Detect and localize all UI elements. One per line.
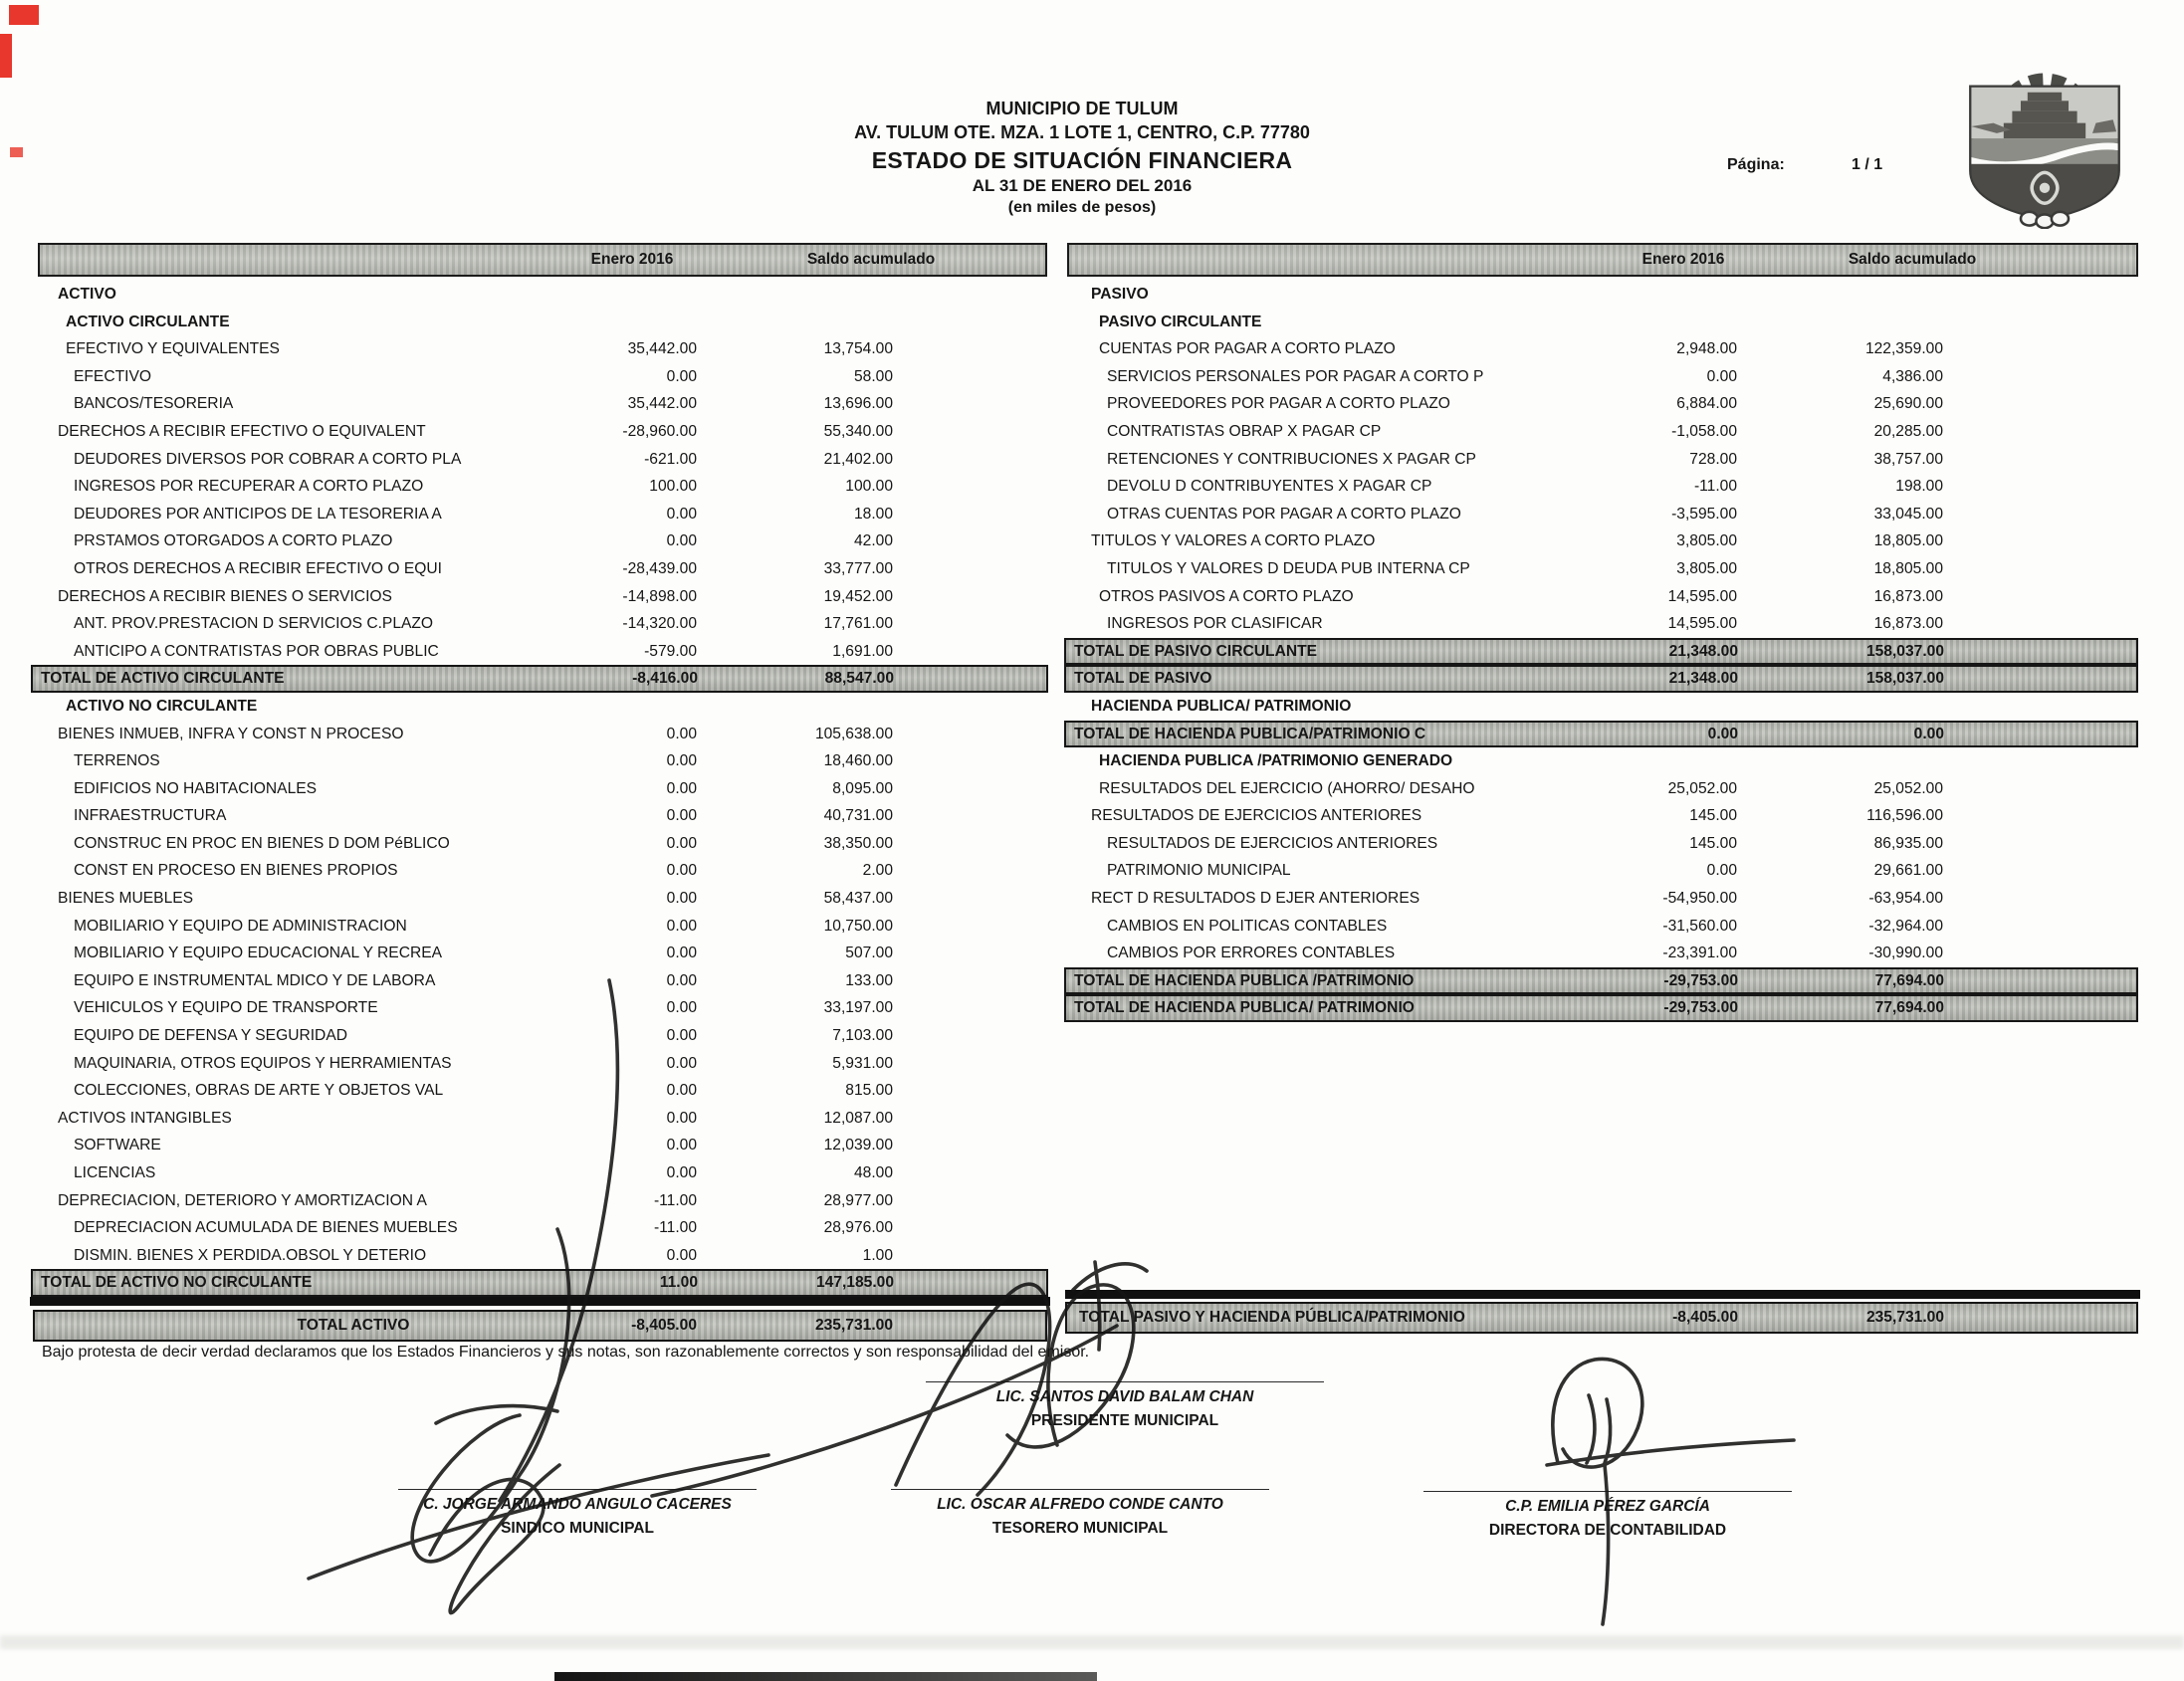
row-enero-value: -14,898.00 — [622, 587, 697, 605]
row-enero-value: -579.00 — [644, 642, 697, 660]
row-saldo-value: 116,596.00 — [1866, 807, 1943, 825]
row-enero-value: 0.00 — [666, 1109, 697, 1127]
table-row — [40, 1105, 1045, 1133]
row-saldo-value: 38,757.00 — [1873, 450, 1943, 468]
row-saldo-value: 0.00 — [1913, 725, 1944, 742]
row-enero-value: -28,439.00 — [622, 559, 697, 577]
row-enero-value: -54,950.00 — [1662, 890, 1737, 908]
table-row — [1064, 638, 2138, 666]
row-label: CAMBIOS EN POLITICAS CONTABLES — [1107, 917, 1388, 935]
row-label: RESULTADOS DEL EJERCICIO (AHORRO/ DESAHO — [1099, 779, 1475, 797]
table-row — [1073, 363, 2135, 391]
row-saldo-value: 19,452.00 — [823, 587, 893, 605]
row-saldo-value: 29,661.00 — [1873, 862, 1943, 880]
table-row — [40, 555, 1045, 583]
signature-block-tesorero — [891, 1489, 1269, 1541]
table-row — [40, 1187, 1045, 1215]
row-label: MOBILIARIO Y EQUIPO DE ADMINISTRACION — [74, 917, 407, 935]
row-label: TOTAL DE ACTIVO NO CIRCULANTE — [41, 1274, 313, 1292]
table-row — [40, 885, 1045, 913]
row-saldo-value: 13,754.00 — [823, 340, 893, 358]
row-saldo-value: -63,954.00 — [1868, 890, 1943, 908]
row-label: DISMIN. BIENES X PERDIDA.OBSOL Y DETERIO — [74, 1246, 427, 1264]
row-label: CONTRATISTAS OBRAP X PAGAR CP — [1107, 422, 1382, 440]
row-label: CONST EN PROCESO EN BIENES PROPIOS — [74, 862, 398, 880]
table-row — [40, 1242, 1045, 1270]
table-row — [40, 281, 1045, 309]
row-saldo-value: 12,039.00 — [823, 1137, 893, 1155]
signature-line — [1423, 1491, 1792, 1492]
row-label: PASIVO — [1091, 286, 1149, 303]
row-saldo-value: 55,340.00 — [823, 422, 893, 440]
row-saldo-value: 33,777.00 — [823, 559, 893, 577]
total-pasivo-patrimonio-bar — [1065, 1302, 2138, 1334]
row-enero-value: 0.00 — [666, 1054, 697, 1072]
row-label: INGRESOS POR RECUPERAR A CORTO PLAZO — [74, 478, 424, 496]
row-label: EQUIPO DE DEFENSA Y SEGURIDAD — [74, 1027, 347, 1045]
row-saldo-value: 13,696.00 — [823, 395, 893, 413]
row-saldo-value: 77,694.00 — [1874, 971, 1944, 989]
total-activo-bar — [33, 1310, 1047, 1342]
row-label: CONSTRUC EN PROC EN BIENES D DOM PéBLICO — [74, 834, 450, 852]
row-label: TERRENOS — [74, 752, 160, 770]
pasivo-table — [1073, 281, 2135, 1022]
row-saldo-value: 28,977.00 — [823, 1191, 893, 1209]
row-saldo-value: 25,690.00 — [1873, 395, 1943, 413]
row-enero-value: 0.00 — [666, 834, 697, 852]
row-saldo-value: 122,359.00 — [1864, 340, 1943, 358]
row-saldo-value: 16,873.00 — [1873, 587, 1943, 605]
row-enero-value: 0.00 — [666, 779, 697, 797]
table-row — [1064, 994, 2138, 1022]
row-saldo-value: 18,805.00 — [1873, 532, 1943, 550]
table-row — [40, 638, 1045, 666]
row-saldo-value: 147,185.00 — [815, 1274, 894, 1292]
row-saldo-value: 38,350.00 — [823, 834, 893, 852]
entity-address: AV. TULUM OTE. MZA. 1 LOTE 1, CENTRO, C.P. 77780 — [854, 121, 1310, 142]
row-enero-value: -28,960.00 — [622, 422, 697, 440]
red-scan-artifact — [0, 34, 12, 78]
row-label: PASIVO CIRCULANTE — [1099, 313, 1262, 330]
table-row — [40, 583, 1045, 611]
row-label: ACTIVO CIRCULANTE — [66, 313, 230, 330]
row-enero-value: 14,595.00 — [1667, 615, 1737, 633]
row-label: COLECCIONES, OBRAS DE ARTE Y OBJETOS VAL — [74, 1082, 444, 1100]
row-enero-value: 0.00 — [666, 1164, 697, 1181]
table-row — [1073, 885, 2135, 913]
row-enero-value: -1,058.00 — [1671, 422, 1737, 440]
units-note: (en miles de pesos) — [1007, 199, 1157, 217]
row-label: CUENTAS POR PAGAR A CORTO PLAZO — [1099, 340, 1396, 358]
row-label: OTRAS CUENTAS POR PAGAR A CORTO PLAZO — [1107, 505, 1461, 523]
row-label: ACTIVO — [58, 286, 116, 303]
table-row — [1073, 446, 2135, 474]
row-enero-value: -11.00 — [653, 1219, 697, 1237]
table-row — [1073, 693, 2135, 721]
column-header-enero: Enero 2016 — [1641, 251, 1725, 268]
row-enero-value: -29,753.00 — [1663, 971, 1738, 989]
table-row — [40, 802, 1045, 830]
table-row — [40, 913, 1045, 941]
row-enero-value: 0.00 — [666, 890, 697, 908]
table-row — [40, 994, 1045, 1022]
page-label: Página: — [1727, 156, 1785, 173]
total-pasivo-patrimonio-enero: -8,405.00 — [1672, 1309, 1738, 1326]
row-label: DERECHOS A RECIBIR BIENES O SERVICIOS — [58, 587, 392, 605]
row-saldo-value: 198.00 — [1895, 478, 1943, 496]
row-saldo-value: -30,990.00 — [1868, 945, 1943, 962]
row-enero-value: -29,753.00 — [1663, 999, 1738, 1017]
column-header-saldo: Saldo acumulado — [1848, 251, 1977, 268]
table-row — [40, 1050, 1045, 1078]
column-header-enero: Enero 2016 — [590, 251, 674, 268]
row-saldo-value: 158,037.00 — [1865, 670, 1944, 688]
row-enero-value: 6,884.00 — [1676, 395, 1737, 413]
document-title: ESTADO DE SITUACIÓN FINANCIERA — [871, 146, 1293, 173]
left-table-header-bar — [38, 243, 1047, 277]
row-label: PROVEEDORES POR PAGAR A CORTO PLAZO — [1107, 395, 1450, 413]
row-saldo-value: 5,931.00 — [832, 1054, 893, 1072]
row-saldo-value: 18.00 — [853, 505, 893, 523]
row-saldo-value: 7,103.00 — [832, 1027, 893, 1045]
row-label: PRSTAMOS OTORGADOS A CORTO PLAZO — [74, 532, 393, 550]
table-row — [1064, 967, 2138, 995]
row-saldo-value: 21,402.00 — [823, 450, 893, 468]
total-separator-line — [1065, 1290, 2140, 1299]
row-enero-value: 0.00 — [666, 1027, 697, 1045]
table-row — [1073, 775, 2135, 803]
row-label: TOTAL DE HACIENDA PUBLICA /PATRIMONIO — [1074, 971, 1415, 989]
row-saldo-value: 507.00 — [845, 945, 893, 962]
total-activo-label: TOTAL ACTIVO — [297, 1317, 410, 1334]
row-enero-value: 0.00 — [666, 367, 697, 385]
table-row — [1073, 610, 2135, 638]
row-label: OTROS DERECHOS A RECIBIR EFECTIVO O EQUI — [74, 559, 442, 577]
row-label: DEVOLU D CONTRIBUYENTES X PAGAR CP — [1107, 478, 1432, 496]
row-saldo-value: 17,761.00 — [823, 615, 893, 633]
table-row — [1073, 940, 2135, 967]
scan-black-bar — [554, 1672, 1097, 1681]
table-row — [40, 1159, 1045, 1187]
row-label: MOBILIARIO Y EQUIPO EDUCACIONAL Y RECREA — [74, 945, 443, 962]
page-value: 1 / 1 — [1852, 156, 1883, 173]
signer-role: DIRECTORA DE CONTABILIDAD — [1488, 1522, 1727, 1540]
table-row — [40, 830, 1045, 858]
table-row — [1073, 857, 2135, 885]
row-saldo-value: 8,095.00 — [832, 779, 893, 797]
row-label: PATRIMONIO MUNICIPAL — [1107, 862, 1291, 880]
row-label: CAMBIOS POR ERRORES CONTABLES — [1107, 945, 1396, 962]
red-scan-artifact — [10, 147, 23, 157]
table-row — [40, 610, 1045, 638]
row-label: MAQUINARIA, OTROS EQUIPOS Y HERRAMIENTAS — [74, 1054, 452, 1072]
table-row — [40, 309, 1045, 336]
row-saldo-value: 12,087.00 — [823, 1109, 893, 1127]
row-enero-value: 21,348.00 — [1668, 670, 1738, 688]
table-row — [40, 1077, 1045, 1105]
table-row — [40, 527, 1045, 555]
signer-role: PRESIDENTE MUNICIPAL — [1030, 1412, 1219, 1430]
row-label: RESULTADOS DE EJERCICIOS ANTERIORES — [1107, 834, 1438, 852]
row-enero-value: 0.00 — [666, 1137, 697, 1155]
row-enero-value: 3,805.00 — [1676, 532, 1737, 550]
row-enero-value: -8,416.00 — [632, 670, 698, 688]
document-date: AL 31 DE ENERO DEL 2016 — [972, 175, 1193, 195]
table-row — [1073, 473, 2135, 501]
signer-name: C. JORGE ARMANDO ANGULO CACERES — [423, 1496, 732, 1513]
row-enero-value: 11.00 — [659, 1274, 698, 1292]
total-pasivo-patrimonio-saldo: 235,731.00 — [1865, 1309, 1944, 1326]
table-row — [40, 1022, 1045, 1050]
row-saldo-value: 4,386.00 — [1882, 367, 1943, 385]
table-row — [40, 857, 1045, 885]
row-enero-value: 21,348.00 — [1668, 642, 1738, 660]
document-header — [485, 98, 1679, 218]
row-enero-value: 100.00 — [649, 478, 697, 496]
row-saldo-value: 86,935.00 — [1873, 834, 1943, 852]
row-saldo-value: 42.00 — [853, 532, 893, 550]
table-row — [31, 665, 1048, 693]
row-saldo-value: 18,460.00 — [823, 752, 893, 770]
table-row — [40, 775, 1045, 803]
activo-table — [40, 281, 1045, 1297]
signature-line — [891, 1489, 1269, 1490]
signature-line — [926, 1381, 1324, 1382]
table-row — [1073, 802, 2135, 830]
row-label: INFRAESTRUCTURA — [74, 807, 227, 825]
table-row — [31, 1269, 1048, 1297]
row-label: SOFTWARE — [74, 1137, 161, 1155]
column-header-saldo: Saldo acumulado — [806, 251, 936, 268]
row-enero-value: 0.00 — [666, 505, 697, 523]
row-label: ANT. PROV.PRESTACION D SERVICIOS C.PLAZO — [74, 615, 434, 633]
row-saldo-value: 48.00 — [853, 1164, 893, 1181]
row-enero-value: 0.00 — [1706, 367, 1737, 385]
signer-name: LIC. OSCAR ALFREDO CONDE CANTO — [937, 1496, 1223, 1513]
row-saldo-value: 28,976.00 — [823, 1219, 893, 1237]
row-saldo-value: 16,873.00 — [1873, 615, 1943, 633]
red-scan-artifact — [9, 5, 39, 25]
table-row — [1073, 309, 2135, 336]
table-row — [1073, 390, 2135, 418]
table-row — [1073, 418, 2135, 446]
table-row — [1073, 830, 2135, 858]
row-label: SERVICIOS PERSONALES POR PAGAR A CORTO P — [1107, 367, 1484, 385]
row-label: VEHICULOS Y EQUIPO DE TRANSPORTE — [74, 999, 378, 1017]
row-enero-value: -14,320.00 — [622, 615, 697, 633]
row-enero-value: 0.00 — [666, 725, 697, 742]
row-enero-value: 0.00 — [1706, 862, 1737, 880]
table-row — [1073, 913, 2135, 941]
table-row — [1073, 335, 2135, 363]
signer-role: SINDICO MUNICIPAL — [501, 1520, 654, 1538]
row-label: TOTAL DE PASIVO CIRCULANTE — [1074, 642, 1318, 660]
table-row — [1064, 665, 2138, 693]
declaration-text: Bajo protesta de decir verdad declaramos que los Estados Financieros y sus notas, son razonablemente correctos y son responsabilidad del emisor. — [42, 1344, 1090, 1361]
row-enero-value: -621.00 — [644, 450, 697, 468]
page-number — [1727, 156, 1883, 174]
row-enero-value: 0.00 — [666, 1246, 697, 1264]
table-row — [1073, 501, 2135, 528]
row-label: HACIENDA PUBLICA /PATRIMONIO GENERADO — [1099, 752, 1453, 770]
table-row — [1073, 747, 2135, 775]
row-saldo-value: -32,964.00 — [1868, 917, 1943, 935]
row-enero-value: -31,560.00 — [1662, 917, 1737, 935]
row-label: TITULOS Y VALORES A CORTO PLAZO — [1091, 532, 1376, 550]
row-label: EFECTIVO — [74, 367, 151, 385]
row-label: EFECTIVO Y EQUIVALENTES — [66, 340, 280, 358]
row-enero-value: 0.00 — [666, 945, 697, 962]
row-enero-value: 2,948.00 — [1676, 340, 1737, 358]
row-enero-value: 14,595.00 — [1667, 587, 1737, 605]
table-row — [40, 693, 1045, 721]
municipal-crest-logo — [1959, 55, 2130, 229]
row-saldo-value: 77,694.00 — [1874, 999, 1944, 1017]
total-separator-line — [30, 1297, 1050, 1306]
table-row — [40, 390, 1045, 418]
row-saldo-value: 2.00 — [862, 862, 893, 880]
row-saldo-value: 40,731.00 — [823, 807, 893, 825]
table-row — [40, 335, 1045, 363]
row-saldo-value: 18,805.00 — [1873, 559, 1943, 577]
signature-block-president — [926, 1381, 1324, 1433]
row-saldo-value: 58,437.00 — [823, 890, 893, 908]
table-row — [40, 967, 1045, 995]
row-enero-value: -11.00 — [1693, 478, 1737, 496]
row-label: LICENCIAS — [74, 1164, 156, 1181]
table-row — [40, 721, 1045, 748]
total-activo-saldo: 235,731.00 — [814, 1317, 893, 1334]
right-table-header-bar — [1067, 243, 2138, 277]
row-saldo-value: 88,547.00 — [824, 670, 894, 688]
signer-name: LIC. SANTOS DAVID BALAM CHAN — [995, 1388, 1254, 1405]
row-saldo-value: 58.00 — [853, 367, 893, 385]
row-enero-value: 3,805.00 — [1676, 559, 1737, 577]
table-row — [40, 1132, 1045, 1159]
row-label: DERECHOS A RECIBIR EFECTIVO O EQUIVALENT — [58, 422, 426, 440]
row-saldo-value: 158,037.00 — [1865, 642, 1944, 660]
table-row — [40, 446, 1045, 474]
row-enero-value: 0.00 — [666, 999, 697, 1017]
row-label: TOTAL DE PASIVO — [1074, 670, 1212, 688]
row-label: HACIENDA PUBLICA/ PATRIMONIO — [1091, 697, 1352, 715]
table-row — [1064, 721, 2138, 748]
row-saldo-value: 1.00 — [862, 1246, 893, 1264]
row-label: RECT D RESULTADOS D EJER ANTERIORES — [1091, 890, 1420, 908]
table-row — [1073, 281, 2135, 309]
row-enero-value: 0.00 — [666, 1082, 697, 1100]
row-saldo-value: 815.00 — [845, 1082, 893, 1100]
row-label: EDIFICIOS NO HABITACIONALES — [74, 779, 318, 797]
row-label: BIENES MUEBLES — [58, 890, 194, 908]
row-enero-value: 0.00 — [666, 971, 697, 989]
row-saldo-value: 133.00 — [845, 971, 893, 989]
row-enero-value: 25,052.00 — [1667, 779, 1737, 797]
row-saldo-value: 10,750.00 — [823, 917, 893, 935]
table-row — [1073, 555, 2135, 583]
signer-role: TESORERO MUNICIPAL — [991, 1520, 1169, 1538]
table-row — [40, 940, 1045, 967]
row-label: ACTIVOS INTANGIBLES — [58, 1109, 232, 1127]
signature-line — [398, 1489, 757, 1490]
row-label: DEUDORES POR ANTICIPOS DE LA TESORERIA A — [74, 505, 442, 523]
row-saldo-value: 33,045.00 — [1873, 505, 1943, 523]
row-label: BIENES INMUEB, INFRA Y CONST N PROCESO — [58, 725, 404, 742]
row-enero-value: 728.00 — [1689, 450, 1737, 468]
row-enero-value: -11.00 — [653, 1191, 697, 1209]
row-enero-value: 0.00 — [666, 917, 697, 935]
row-label: TOTAL DE HACIENDA PUBLICA/PATRIMONIO C — [1074, 725, 1426, 742]
table-row — [40, 418, 1045, 446]
row-label: BANCOS/TESORERIA — [74, 395, 234, 413]
row-enero-value: 0.00 — [666, 807, 697, 825]
row-label: ANTICIPO A CONTRATISTAS POR OBRAS PUBLIC — [74, 642, 439, 660]
signature-block-sindico — [398, 1489, 757, 1541]
table-row — [40, 747, 1045, 775]
row-label: TOTAL DE HACIENDA PUBLICA/ PATRIMONIO — [1074, 999, 1415, 1017]
row-label: TITULOS Y VALORES D DEUDA PUB INTERNA CP — [1107, 559, 1470, 577]
row-saldo-value: 100.00 — [845, 478, 893, 496]
table-row — [1073, 583, 2135, 611]
row-label: DEPRECIACION, DETERIORO Y AMORTIZACION A — [58, 1191, 427, 1209]
row-enero-value: 145.00 — [1689, 807, 1737, 825]
row-label: DEUDORES DIVERSOS POR COBRAR A CORTO PLA — [74, 450, 462, 468]
row-label: EQUIPO E INSTRUMENTAL MDICO Y DE LABORA — [74, 971, 436, 989]
row-label: ACTIVO NO CIRCULANTE — [66, 697, 258, 715]
table-row — [40, 501, 1045, 528]
row-label: DEPRECIACION ACUMULADA DE BIENES MUEBLES — [74, 1219, 458, 1237]
row-label: TOTAL DE ACTIVO CIRCULANTE — [41, 670, 285, 688]
row-saldo-value: 25,052.00 — [1873, 779, 1943, 797]
row-enero-value: 145.00 — [1689, 834, 1737, 852]
scan-smudge — [0, 1635, 2184, 1649]
row-label: RETENCIONES Y CONTRIBUCIONES X PAGAR CP — [1107, 450, 1476, 468]
row-enero-value: 0.00 — [1707, 725, 1738, 742]
table-row — [40, 363, 1045, 391]
row-saldo-value: 1,691.00 — [832, 642, 893, 660]
entity-name: MUNICIPIO DE TULUM — [985, 99, 1179, 118]
row-enero-value: 0.00 — [666, 752, 697, 770]
row-label: INGRESOS POR CLASIFICAR — [1107, 615, 1323, 633]
table-row — [40, 473, 1045, 501]
row-enero-value: 35,442.00 — [627, 395, 697, 413]
table-row — [1073, 527, 2135, 555]
total-pasivo-patrimonio-label: TOTAL PASIVO Y HACIENDA PÚBLICA/PATRIMONIO — [1079, 1309, 1465, 1326]
row-enero-value: 35,442.00 — [627, 340, 697, 358]
table-row — [40, 1214, 1045, 1242]
total-activo-enero: -8,405.00 — [631, 1317, 697, 1334]
row-label: OTROS PASIVOS A CORTO PLAZO — [1099, 587, 1354, 605]
row-enero-value: 0.00 — [666, 532, 697, 550]
row-enero-value: 0.00 — [666, 862, 697, 880]
signer-name: C.P. EMILIA PÉREZ GARCÍA — [1505, 1498, 1710, 1515]
row-enero-value: -23,391.00 — [1662, 945, 1737, 962]
row-saldo-value: 20,285.00 — [1873, 422, 1943, 440]
row-label: RESULTADOS DE EJERCICIOS ANTERIORES — [1091, 807, 1422, 825]
signature-block-contabilidad — [1423, 1491, 1792, 1543]
row-enero-value: -3,595.00 — [1671, 505, 1737, 523]
row-saldo-value: 105,638.00 — [814, 725, 893, 742]
row-saldo-value: 33,197.00 — [823, 999, 893, 1017]
